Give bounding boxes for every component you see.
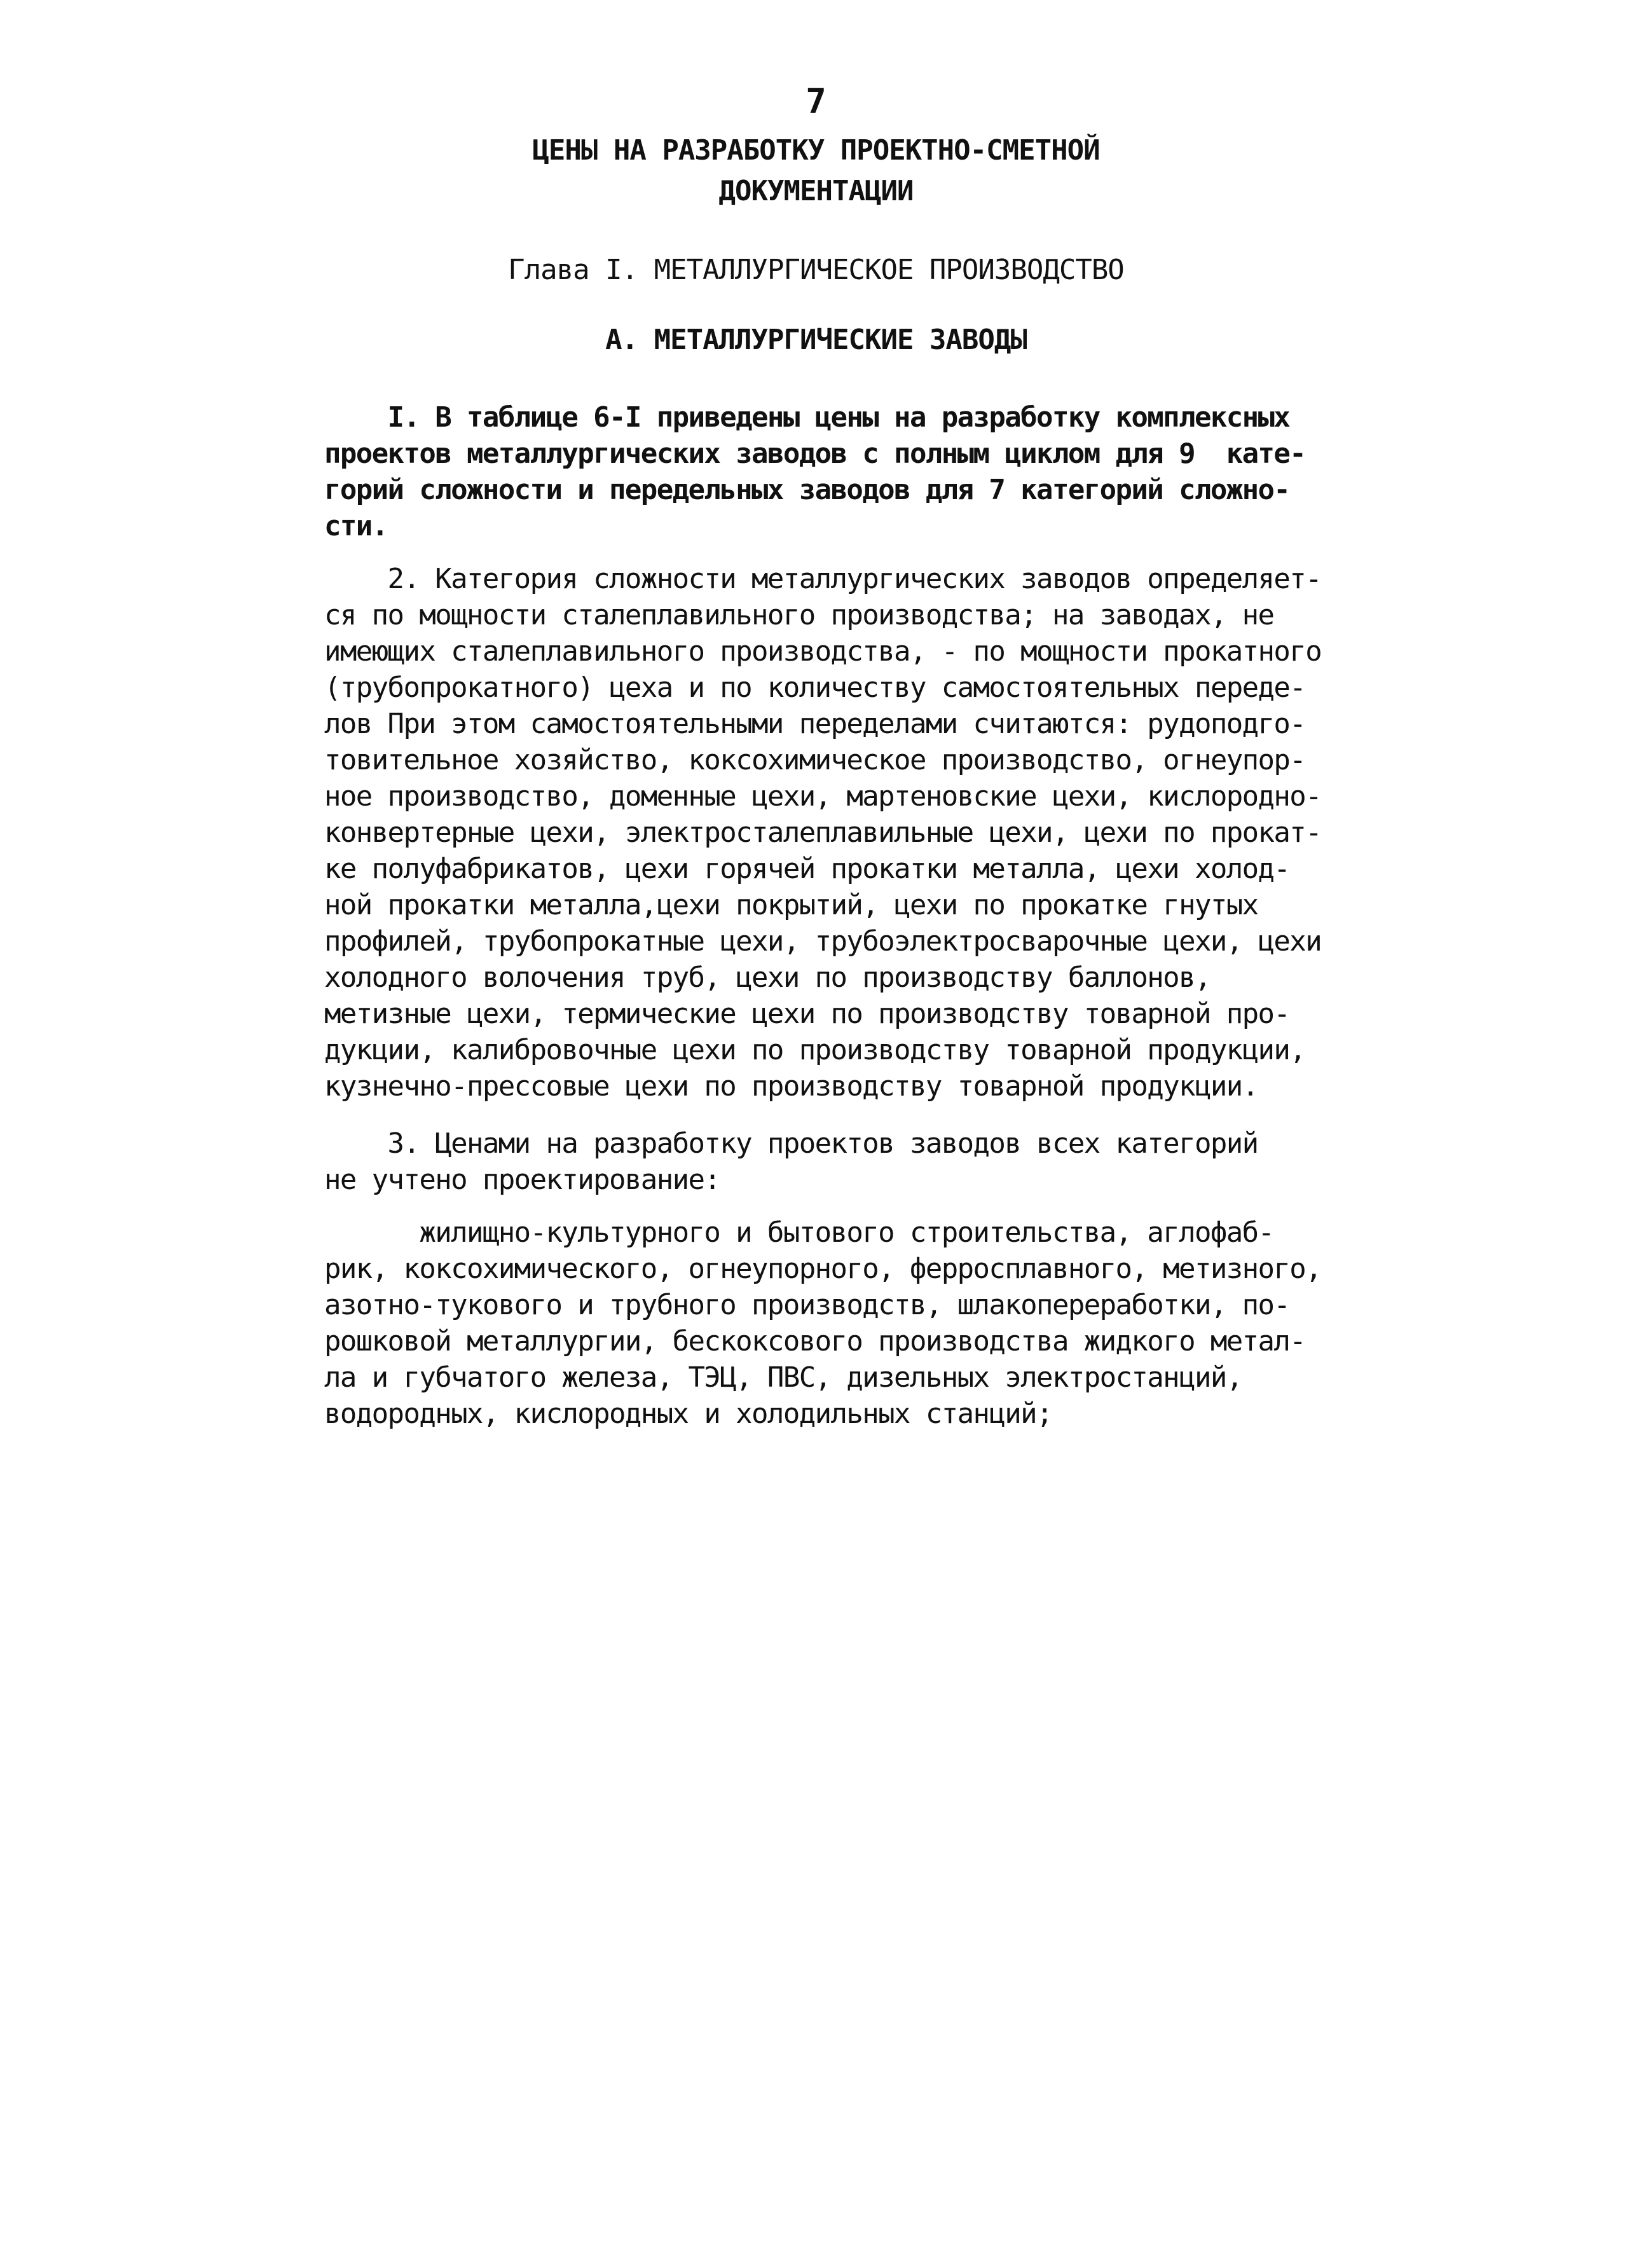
text-line: горий сложности и передельных заводов для 7 категорий сложно- [324,474,1290,506]
text-line: конвертерные цехи, электросталеплавильные цехи, цехи по прокат- [324,816,1322,849]
text-line: водородных, кислородных и холодильных станций; [324,1398,1052,1430]
text-line: лов При этом самостоятельными переделами считаются: рудоподго- [324,708,1306,740]
text-line: ное производство, доменные цехи, мартеновские цехи, кислородно- [324,780,1322,813]
text-line: рошковой металлургии, бескоксового производства жидкого метал- [324,1325,1306,1357]
text-line: не учтено проектирование: [324,1164,720,1196]
text-line: (трубопрокатного) цеха и по количеству самостоятельных переде- [324,671,1306,704]
text-line: кузнечно-прессовые цехи по производству товарной продукции. [324,1070,1258,1103]
text-line: ла и губчатого железа, ТЭЦ, ПВС, дизельных электростанций, [324,1361,1242,1394]
text-line: сти. [324,510,388,542]
text-line: проектов металлургических заводов с полным циклом для 9 кате- [324,437,1306,470]
text-line: 3. Ценами на разработку проектов заводов всех категорий [324,1127,1258,1160]
document-title [0,130,1632,212]
text-line: имеющих сталеплавильного производства, - по мощности прокатного [324,635,1322,668]
chapter-heading: Глава I. МЕТАЛЛУРГИЧЕСКОЕ ПРОИЗВОДСТВО [508,254,1124,286]
text-line: азотно-тукового и трубного производств, шлакопереработки, по- [324,1289,1290,1321]
paragraph-3 [324,1125,1373,1198]
paragraph-2 [324,561,1373,1104]
paragraph-1 [324,399,1373,544]
text-line: I. В таблице 6-I приведены цены на разработку комплексных [324,401,1290,434]
text-line: метизные цехи, термические цехи по производству товарной про- [324,998,1290,1030]
title-line-1: ЦЕНЫ НА РАЗРАБОТКУ ПРОЕКТНО-СМЕТНОЙ [532,134,1100,167]
paragraph-4 [324,1214,1373,1432]
page-number: 7 [806,81,826,121]
text-line: холодного волочения труб, цехи по производству баллонов, [324,961,1210,994]
text-line: 2. Категория сложности металлургических заводов определяет- [324,563,1322,595]
title-line-2: ДОКУМЕНТАЦИИ [718,175,914,207]
text-line: рик, коксохимического, огнеупорного, ферросплавного, метизного, [324,1253,1322,1285]
text-line: товительное хозяйство, коксохимическое производство, огнеупор- [324,744,1306,776]
text-line: ке полуфабрикатов, цехи горячей прокатки металла, цехи холод- [324,853,1290,885]
section-heading: А. МЕТАЛЛУРГИЧЕСКИЕ ЗАВОДЫ [605,324,1027,356]
text-line: жилищно-культурного и бытового строительства, аглофаб- [324,1216,1274,1249]
text-line: ной прокатки металла,цехи покрытий, цехи по прокатке гнутых [324,889,1258,921]
text-line: дукции, калибровочные цехи по производству товарной продукции, [324,1034,1306,1066]
text-line: профилей, трубопрокатные цехи, трубоэлектросварочные цехи, цехи [324,925,1322,958]
text-line: ся по мощности сталеплавильного производства; на заводах, не [324,599,1274,631]
